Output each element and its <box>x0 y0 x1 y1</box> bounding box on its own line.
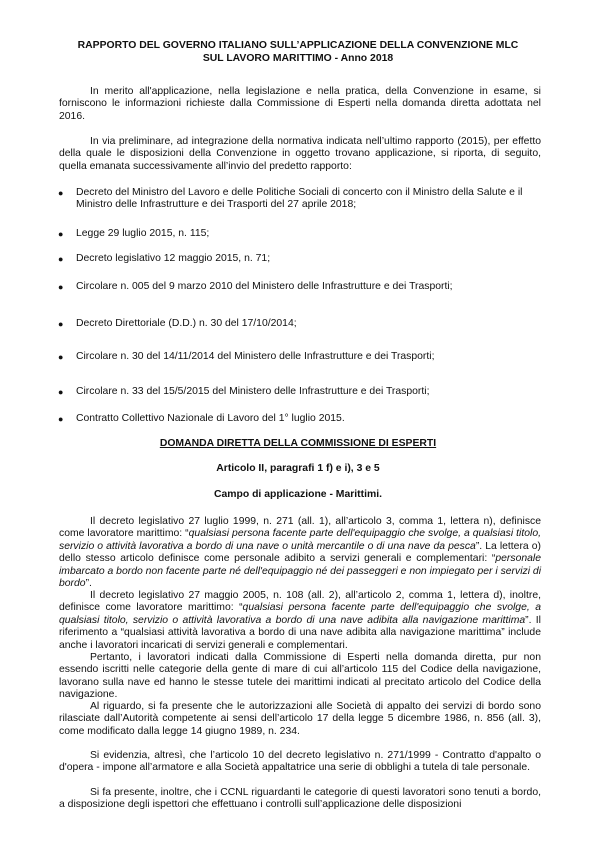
list-item <box>58 281 542 293</box>
bullet-icon: ● <box>58 387 64 397</box>
body-paragraph-3: Pertanto, i lavoratori indicati dalla Commissione di Esperti nella domanda diretta, pur non essendo iscritti nelle categorie della gente di mare di cui all’articolo 115 del Codice della navigazione, lavorano sulla nave ed hanno le stesse tutele dei marittimi indicati al precitato articolo del Codice della navigazione. <box>59 652 541 701</box>
title-line-2: SUL LAVORO MARITTIMO - Anno 2018 <box>202 52 394 64</box>
list-item-text: Circolare n. 30 del 14/11/2014 del Ministero delle Infrastrutture e dei Trasporti; <box>76 351 435 362</box>
bullet-icon: ● <box>58 414 64 424</box>
quote-text: personale imbarcato a bordo non facente parte né dell'equipaggio né dei passeggeri e non impiegato per i servizi di bordo <box>59 553 541 590</box>
list-item-text: Decreto del Ministro del Lavoro e delle Politiche Sociali di concerto con il Ministro della Salute e il Ministro delle Infrastrutture e dei Trasporti del 27 aprile 2018; <box>76 187 523 211</box>
list-item <box>58 386 542 398</box>
bullet-icon: ● <box>58 254 64 264</box>
list-item-text: Circolare n. 33 del 15/5/2015 del Ministero delle Infrastrutture e dei Trasporti; <box>76 386 430 397</box>
body-text: ”. La lettera o) dello stesso articolo definisce come personale adibito a servizi generali e complementari: “ <box>59 540 541 565</box>
article-heading: Articolo II, paragrafi 1 f) e i), 3 e 5 <box>216 463 380 474</box>
body-paragraph-4: Al riguardo, si fa presente che le autorizzazioni alle Società di appalto dei servizi di bordo sono rilasciate dall’Autorità competente ai sensi dell’articolo 17 della legge 5 dicembre 1986, n. 856 (all. 3), come modificato dalla legge 14 giugno 1989, n. 234. <box>59 701 541 737</box>
bullet-icon: ● <box>58 229 64 239</box>
body-paragraph-5: Si evidenzia, altresì, che l’articolo 10 del decreto legislativo n. 271/1999 - Contratto d'appalto o d'opera - impone all’armatore e alla Società appaltatrice una serie di obblighi a tutela di tale personale. <box>59 750 541 774</box>
list-item <box>58 413 542 425</box>
list-item-text: Legge 29 luglio 2015, n. 115; <box>76 228 210 239</box>
list-item <box>58 318 542 330</box>
bullet-icon: ● <box>58 188 64 198</box>
list-item-text: Decreto legislativo 12 maggio 2015, n. 71; <box>76 253 271 264</box>
body-text: Il decreto legislativo 27 maggio 2005, n. 108 (all. 2), all’articolo 2, comma 1, lettera d), inoltre, definisce come lavoratore marittimo: “ <box>59 590 541 614</box>
intro-paragraph-2: In via preliminare, ad integrazione della normativa indicata nell’ultimo rapporto (2015), per effetto della quale le disposizioni della Convenzione in oggetto trovano applicazione, si riporta, di seguito, quella emanata successivamente all’invio del predetto rapporto: <box>59 136 541 172</box>
list-item-text: Contratto Collettivo Nazionale di Lavoro del 1° luglio 2015. <box>76 413 345 424</box>
list-item-text: Circolare n. 005 del 9 marzo 2010 del Ministero delle Infrastrutture e dei Trasporti; <box>76 281 453 292</box>
bullet-icon: ● <box>58 319 64 329</box>
list-item <box>58 228 542 240</box>
list-item-text: Decreto Direttoriale (D.D.) n. 30 del 17/10/2014; <box>76 318 297 329</box>
document-title <box>40 40 556 65</box>
bullet-icon: ● <box>58 352 64 362</box>
list-item <box>58 351 542 363</box>
body-paragraph-6: Si fa presente, inoltre, che i CCNL riguardanti le categorie di questi lavoratori sono tenuti a bordo, a disposizione degli ispettori che effettuano i controlli sull’applicazione delle disposizioni <box>59 787 541 811</box>
list-item <box>58 187 542 212</box>
body-paragraph-1 <box>59 516 541 590</box>
body-text: ”. <box>85 578 92 590</box>
body-text: ”. Il riferimento a “qualsiasi attività lavorativa a bordo di una nave adibita alla navigazione marittima” include anche i lavoratori incaricati di servizi generali e complementari. <box>59 614 541 651</box>
list-item <box>58 253 542 265</box>
quote-text: qualsiasi persona facente parte dell'equipaggio che svolge, a qualsiasi titolo, servizio o attività lavorativa a bordo di una nave adibita alla navigazione marittima <box>59 602 541 626</box>
quote-text: qualsiasi persona facente parte dell'equipaggio che svolge, a qualsiasi titolo, servizio o attività lavorativa a bordo di una nave o unità mercantile o di una nave da pesca <box>59 528 541 552</box>
subject-heading: Campo di applicazione - Marittimi. <box>213 489 382 500</box>
section-heading: DOMANDA DIRETTA DELLA COMMISSIONE DI ESPERTI <box>159 438 437 449</box>
intro-paragraph-1: In merito all'applicazione, nella legislazione e nella pratica, della Convenzione in esame, si forniscono le informazioni richieste dalla Commissione di Esperti nella domanda diretta adottata nel 2016. <box>59 86 541 122</box>
bullet-icon: ● <box>58 282 64 292</box>
body-text: Il decreto legislativo 27 luglio 1999, n. 271 (all. 1), all’articolo 3, comma 1, lettera n), definisce come lavoratore marittimo: “ <box>59 516 541 540</box>
body-paragraph-2 <box>59 590 541 652</box>
title-line-1: RAPPORTO DEL GOVERNO ITALIANO SULL’APPLICAZIONE DELLA CONVENZIONE MLC <box>77 40 519 51</box>
